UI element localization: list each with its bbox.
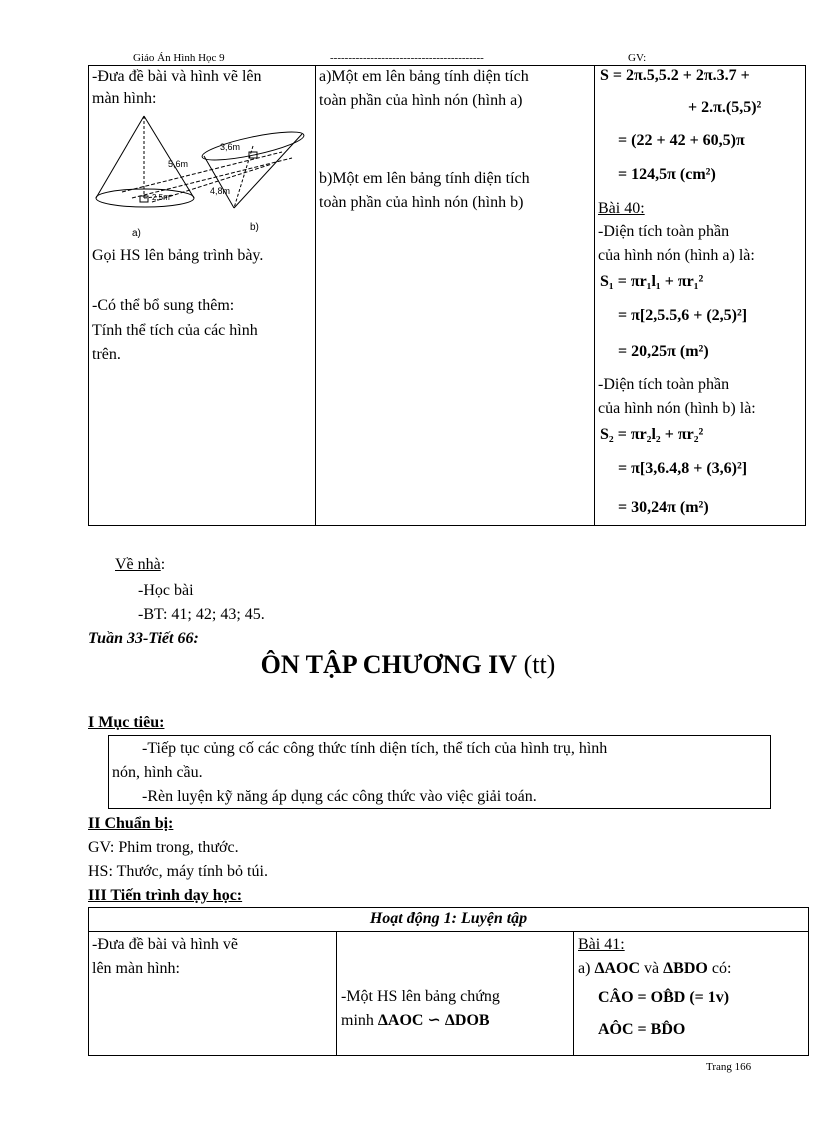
t1-col1-line5: Tính thể tích của các hình (92, 322, 258, 339)
label-5-6: 5,6m (168, 159, 189, 169)
t1-col2-b2: toàn phần của hình nón (hình b) (319, 194, 524, 211)
formula-s2-result: = 30,24π (m²) (618, 499, 709, 516)
t1-col1-line2: màn hình: (92, 90, 157, 107)
formula-s2-sub: = π[3,6.4,8 + (3,6)²] (618, 460, 748, 477)
page-number: Trang 166 (706, 1061, 752, 1073)
t1-col2-a2: toàn phần của hình nón (hình a) (319, 92, 523, 109)
objectives-line-3: -Rèn luyện kỹ năng áp dụng các công thức vào việc giải toán. (142, 788, 537, 805)
label-3-6: 3,6m (220, 142, 241, 152)
formula-s: S = 2π.5,5.2 + 2π.3.7 + (600, 67, 750, 84)
formula-s1-sub: = π[2,5.5,6 + (2,5)²] (618, 307, 748, 324)
homework-title: Về nhà: (115, 556, 166, 573)
t1-col3-text4: của hình nón (hình b) là: (598, 400, 756, 417)
formula-s-sum: = (22 + 42 + 60,5)π (618, 132, 745, 149)
t1-col1-line6: trên. (92, 346, 121, 363)
angle-equation-1: CÂO = OB̂D (= 1v) (598, 989, 730, 1006)
t1-col2-a1: a)Một em lên bảng tính diện tích (319, 68, 529, 85)
header-dashes: ------------------------------------------ (330, 52, 484, 64)
preparation-teacher: GV: Phim trong, thước. (88, 839, 239, 856)
header-title: Giáo Án Hình Học 9 (133, 52, 225, 64)
t1-col1-line1: -Đưa đề bài và hình vẽ lên (92, 68, 262, 85)
homework-item-1: -Học bài (138, 582, 194, 599)
t2-col1-line1: -Đưa đề bài và hình vẽ (92, 936, 238, 953)
header-teacher: GV: (628, 52, 647, 64)
t1-col1-line4: -Có thể bổ sung thêm: (92, 297, 235, 314)
activity-heading: Hoạt động 1: Luyện tập (369, 910, 528, 927)
formula-s2: S₂ = πr₂l₂ + πr₂² (600, 426, 704, 443)
t2-col2-line1: -Một HS lên bảng chứng (341, 988, 500, 1005)
exercise-41-label: Bài 41: (578, 936, 625, 953)
t1-col1-line3: Gọi HS lên bảng trình bày. (92, 247, 264, 264)
page-title: ÔN TẬP CHƯƠNG IV (tt) (260, 650, 556, 679)
t1-col3-text1: -Diện tích toàn phần (598, 223, 730, 240)
label-2-5: 2,5m (152, 193, 170, 202)
homework-item-2: -BT: 41; 42; 43; 45. (138, 606, 265, 623)
formula-s1: S₁ = πr₁l₁ + πr₁² (600, 273, 704, 290)
label-figure-a: a) (132, 228, 141, 239)
angle-equation-2: AÔC = BD̂O (598, 1021, 686, 1038)
t1-col2-b1: b)Một em lên bảng tính diện tích (319, 170, 530, 187)
preparation-heading: II Chuẩn bị: (88, 815, 174, 832)
formula-s-result: = 124,5π (cm²) (618, 166, 716, 183)
objectives-heading: I Mục tiêu: (88, 714, 165, 731)
label-4-8: 4,8m (210, 186, 231, 196)
cone-figure (92, 112, 314, 240)
formula-s-cont: + 2.π.(5,5)² (688, 99, 762, 116)
process-heading: III Tiến trình dạy học: (88, 887, 243, 904)
exercise-41-a: a) ΔAOC và ΔBDO có: (578, 960, 732, 977)
t1-col3-text2: của hình nón (hình a) là: (598, 247, 755, 264)
objectives-line-1: -Tiếp tục củng cố các công thức tính diện tích, thể tích của hình trụ, hình (142, 740, 608, 757)
label-figure-b: b) (250, 222, 259, 233)
t2-col1-line2: lên màn hình: (92, 960, 180, 977)
exercise-40-label: Bài 40: (598, 200, 645, 217)
lesson-label: Tuần 33-Tiết 66: (88, 630, 199, 647)
formula-s1-result: = 20,25π (m²) (618, 343, 709, 360)
preparation-students: HS: Thước, máy tính bỏ túi. (88, 863, 268, 880)
t1-col3-text3: -Diện tích toàn phần (598, 376, 730, 393)
objectives-line-2: nón, hình cầu. (112, 764, 203, 781)
t2-col2-line2: minh ΔAOC ∽ ΔDOB (341, 1012, 490, 1029)
